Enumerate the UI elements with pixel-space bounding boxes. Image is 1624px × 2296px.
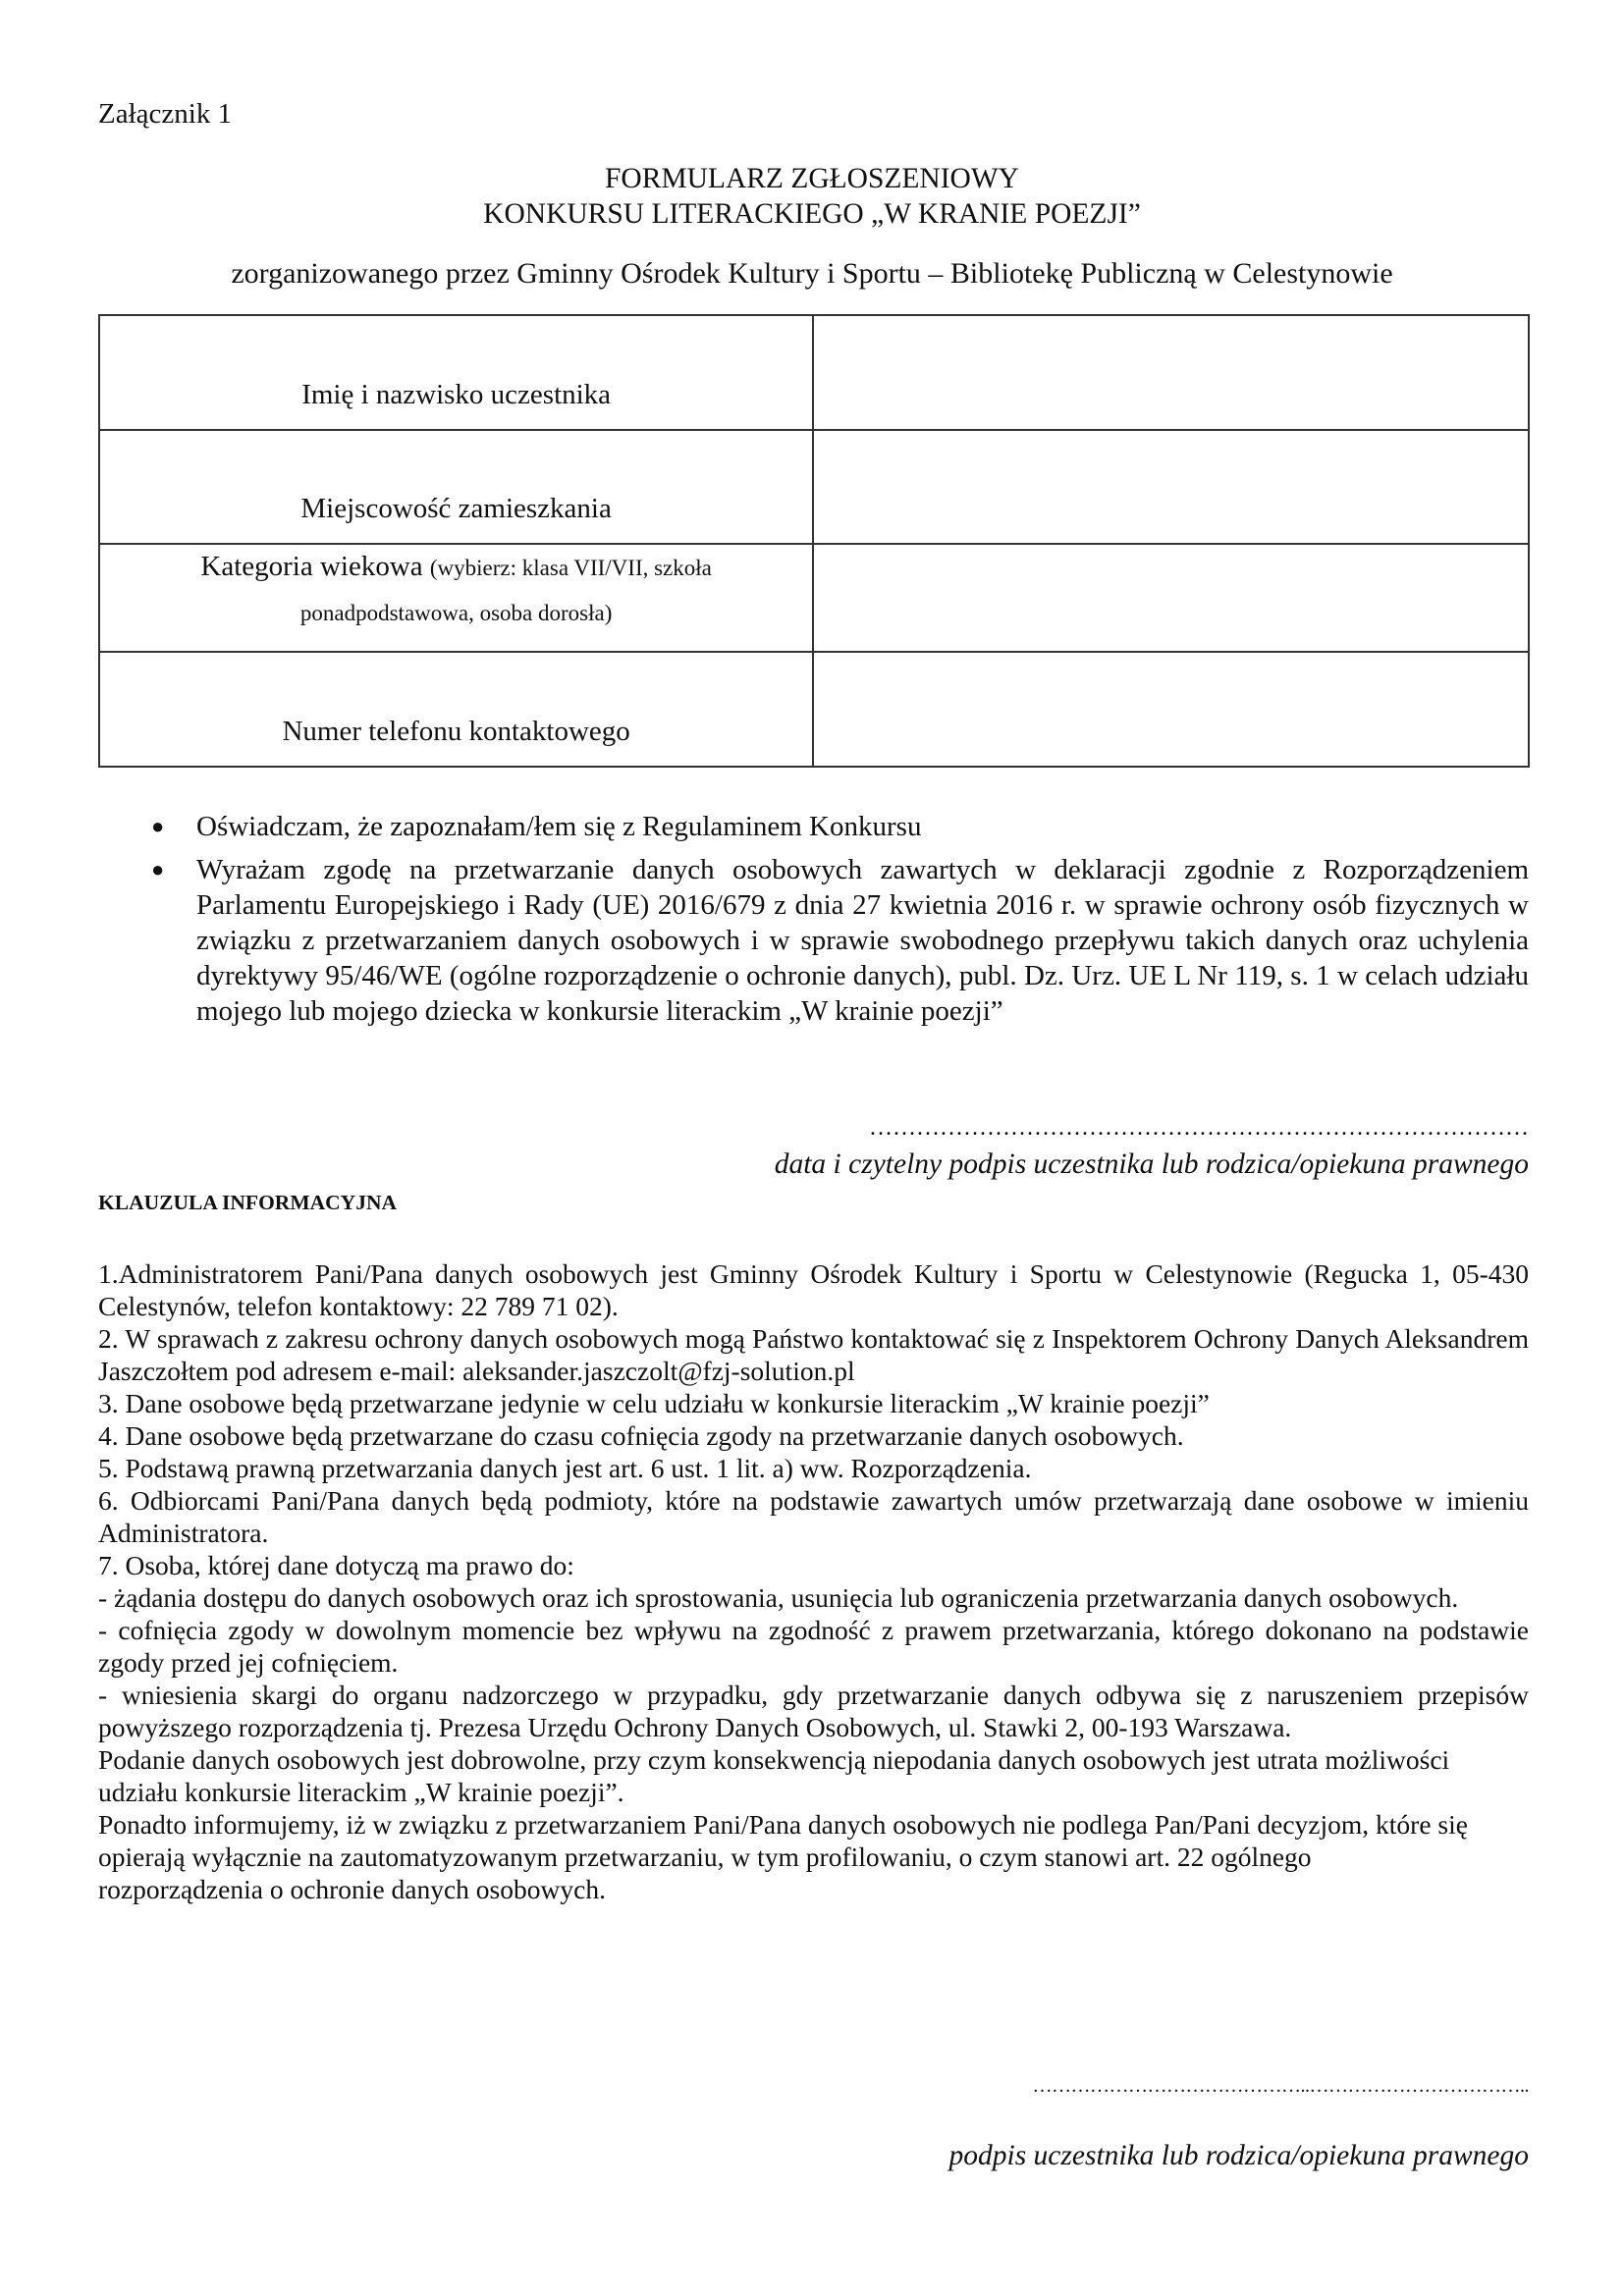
- city-field[interactable]: [813, 430, 1529, 544]
- clause-paragraph: 2. W sprawach z zakresu ochrony danych osobowych mogą Państwo kontaktować się z Inspektorem Ochrony Danych Aleksandrem Jaszczołtem pod adresem e-mail: aleksander.jaszczolt@fzj-solution.pl: [98, 1323, 1529, 1386]
- registration-form-table: [98, 314, 1530, 768]
- clause-paragraph: 1.Administratorem Pani/Pana danych osobowych jest Gminny Ośrodek Kultury i Sportu w Celestynowie (Regucka 1, 05-430 Celestynów, telefon kontaktowy: 22 789 71 02).: [98, 1258, 1529, 1321]
- clause-paragraph: 5. Podstawą prawną przetwarzania danych jest art. 6 ust. 1 lit. a) ww. Rozporządzenia.: [98, 1453, 1032, 1483]
- clause-paragraph: - cofnięcia zgody w dowolnym momencie bez wpływu na zgodność z prawem przetwarzania, którego dokonano na podstawie zgody przed jej cofnięciem.: [98, 1615, 1529, 1678]
- signature-line-1[interactable]: …………………………………………………………………………: [869, 1115, 1529, 1141]
- age-category-note-line1: (wybierz: klasa VII/VII, szkoła: [429, 556, 712, 580]
- information-clause: [98, 1257, 1529, 1905]
- clause-paragraph: 7. Osoba, której dane dotyczą ma prawo do:: [98, 1550, 574, 1580]
- table-row: [99, 315, 1529, 430]
- phone-field[interactable]: [813, 652, 1529, 767]
- clause-paragraph: - żądania dostępu do danych osobowych oraz ich sprostowania, usunięcia lub ograniczenia przetwarzania danych osobowych.: [98, 1582, 1459, 1613]
- phone-label-cell: [99, 652, 813, 767]
- signature-label-2: podpis uczestnika lub rodzica/opiekuna prawnego: [948, 2140, 1529, 2171]
- city-label: Miejscowość zamieszkania: [300, 493, 612, 524]
- attachment-label: Załącznik 1: [98, 98, 233, 130]
- clause-paragraph: - wniesienia skargi do organu nadzorczego w przypadku, gdy przetwarzanie danych odbywa się z naruszeniem przepisów powyższego rozporządzenia tj. Prezesa Urzędu Ochrony Danych Osobowych, ul. Stawki 2, 00-193 Warszawa.: [98, 1680, 1529, 1742]
- bullet-icon: ●: [151, 814, 165, 838]
- name-label-cell: [99, 315, 813, 430]
- table-row: [99, 430, 1529, 544]
- signature-line-2[interactable]: ……………………………………..……………………………..: [1032, 2075, 1529, 2097]
- age-category-label: Kategoria wiekowa: [200, 551, 423, 582]
- age-category-note-line2: ponadpodstawowa, osoba dorosła): [299, 601, 613, 625]
- table-row: [99, 652, 1529, 767]
- declaration-data-consent: Wyrażam zgodę na przetwarzanie danych osobowych zawartych w deklaracji zgodnie z Rozporządzeniem Parlamentu Europejskiego i Rady (UE) 2016/679 z dnia 27 kwietnia 2016 r. w sprawie ochrony osób fizycznych w związku z przetwarzaniem danych osobowych i w sprawie swobodnego przepływu takich danych oraz uchylenia dyrektywy 95/46/WE (ogólne rozporządzenie o ochronie danych), publ. Dz. Urz. UE L Nr 119, s. 1 w celach udziału mojego lub mojego dziecka w konkursie literackim „W krainie poezji”: [196, 854, 1529, 1027]
- table-row: [99, 544, 1529, 652]
- age-category-label-cell: [99, 544, 813, 652]
- participant-name-field[interactable]: [813, 315, 1529, 430]
- clause-paragraph: Ponadto informujemy, iż w związku z przetwarzaniem Pani/Pana danych osobowych nie podlega Pan/Pani decyzjom, które się opierają wyłącznie na zautomatyzowanym przetwarzaniu, w tym profilowaniu, o czym stanowi art. 22 ogólnego rozporządzenia o ochronie danych osobowych.: [98, 1809, 1468, 1904]
- list-item: [147, 852, 1529, 1029]
- clause-paragraph: 4. Dane osobowe będą przetwarzane do czasu cofnięcia zgody na przetwarzanie danych osobowych.: [98, 1420, 1184, 1451]
- signature-label-1: data i czytelny podpis uczestnika lub rodzica/opiekuna prawnego: [774, 1148, 1529, 1180]
- form-title: FORMULARZ ZGŁOSZENIOWY: [605, 163, 1019, 194]
- list-item: [147, 809, 1529, 844]
- clause-heading: KLAUZULA INFORMACYJNA: [98, 1191, 397, 1214]
- phone-label: Numer telefonu kontaktowego: [282, 716, 630, 747]
- clause-paragraph: Podanie danych osobowych jest dobrowolne, przy czym konsekwencją niepodania danych osobowych jest utrata możliwości udziału konkursie literackim „W krainie poezji”.: [98, 1744, 1450, 1807]
- declaration-regulations: Oświadczam, że zapoznałam/łem się z Regulaminem Konkursu: [196, 811, 922, 842]
- clause-paragraph: 3. Dane osobowe będą przetwarzane jedynie w celu udziału w konkursie literackim „W krainie poezji”: [98, 1388, 1210, 1418]
- city-label-cell: [99, 430, 813, 544]
- organizer-subtitle: zorganizowanego przez Gminny Ośrodek Kultury i Sportu – Bibliotekę Publiczną w Celestynowie: [231, 257, 1393, 290]
- contest-title: KONKURSU LITERACKIEGO „W KRANIE POEZJI”: [483, 198, 1141, 230]
- age-category-field[interactable]: [813, 544, 1529, 652]
- participant-name-label: Imię i nazwisko uczestnika: [301, 379, 612, 410]
- declarations-list: [147, 809, 1529, 1029]
- bullet-icon: ●: [151, 857, 165, 881]
- clause-paragraph: 6. Odbiorcami Pani/Pana danych będą podmioty, które na podstawie zawartych umów przetwarzają dane osobowe w imieniu Administratora.: [98, 1485, 1529, 1548]
